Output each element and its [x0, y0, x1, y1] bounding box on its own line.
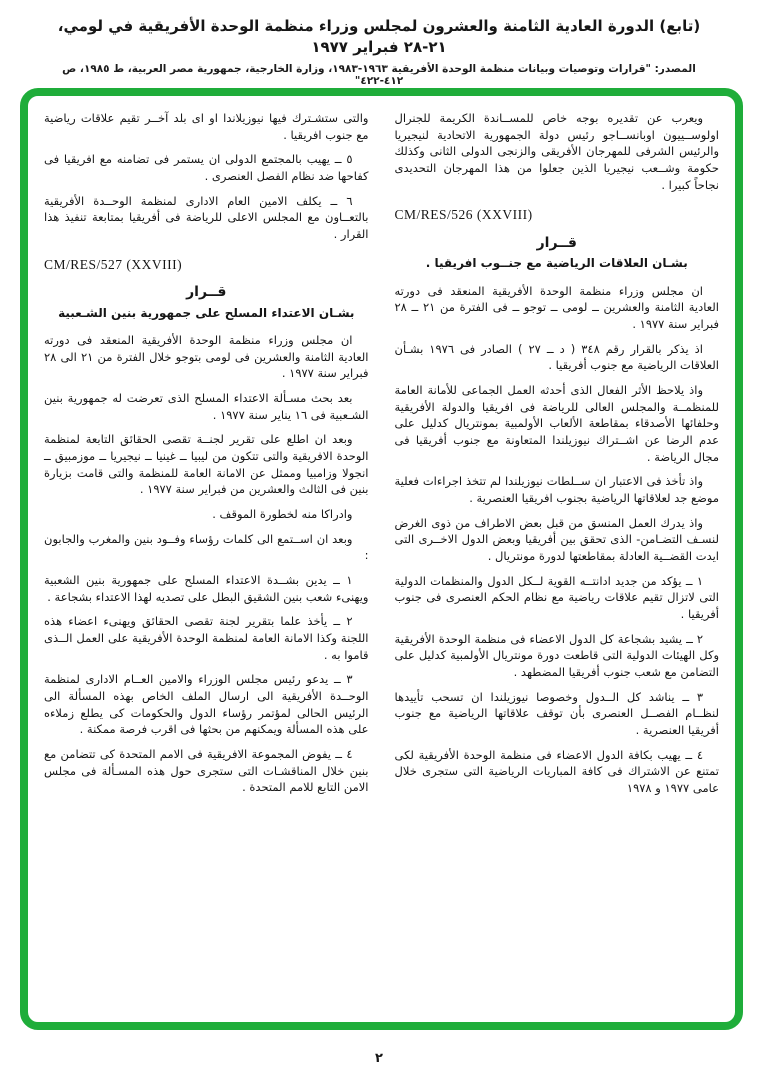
- res527-paragraph: وبعد ان اســتمع الى كلمات رؤساء وفــود بنين والمغرب والجابون :: [44, 531, 369, 563]
- right-column: [395, 110, 720, 1008]
- resolution-527-subject: بشـان الاعتداء المسلح على جمهورية بنين الشـعبية: [58, 305, 355, 320]
- left-column: [44, 110, 369, 1008]
- res526-clause-4: ٤ ــ يهيب بكافة الدول الاعضاء فى منظمة الوحدة الأفريقية لكى تمتنع عن الاشتراك فى كافة المباريات الرياضية التى ستجرى خلال عامى ١٩٧٧ و ١٩٧٨: [394, 747, 719, 796]
- session-title: (تابع) الدورة العادية الثامنة والعشرون لمجلس وزراء منظمة الوحدة الأفريقية في لومي، ٢١-٢٨ فبراير ١٩٧٧: [57, 17, 701, 56]
- res527-paragraph: وادراكا منه لخطورة الموقف .: [212, 507, 353, 521]
- res527-paragraph: وبعد ان اطلع على تقرير لجنــة تقصى الحقائق التابعة لمنظمة الوحدة الافريقية والتى تتكون من ليبيا ــ غينيا ــ نيجيريا ــ موزمبيق ــ انجولا وزامبيا وممثل عن الامانة العامة للمنظمة والتى قامت بزيارة بنين فى الثالث والعشرين من فبراير سنة ١٩٧٧ .: [44, 432, 369, 497]
- resolution-527-title: قــرار: [186, 284, 227, 301]
- res527-clause-2: ٢ ــ يأخذ علما بتقرير لجنة تقصى الحقائق ويهنىء اعضاء هذه اللجنة وكذا الامانة العامة لمنظمة الوحدة الأفريقية على العمل الــذى قاموا به .: [44, 614, 369, 662]
- res527-clause-3: ٣ ــ يدعو رئيس مجلس الوزراء والامين العــام الادارى لمنظمة الوحــدة الأفريقية الى ارسال الملف الخاص بهذه المسألة الى الرئيس الحالى لمؤتمر رؤساء الدول والحكومات كى يطلع زملاءه على هذه المسألة ويمكنهم من بحثها فى اقرب فرصة ممكنة .: [44, 672, 369, 737]
- res526-clause-5: ٥ ــ يهيب بالمجتمع الدولى ان يستمر فى تضامنه مع افريقيا فى كفاحها ضد نظام الفصل العنصرى .: [44, 152, 369, 184]
- resolution-527-id: CM/RES/527 (XXVIII): [44, 256, 183, 272]
- res526-paragraph: واذ يلاحظ الأثر الفعال الذى أحدثه العمل الجماعى للأمانة العامة للمنظمــة والمجلس العالى للرياضة فى افريقيا والدولة الأفريقية وحلفائها الأصدقاء بمقاطعة الألعاب الأولمبية بمونتريال كدليل على عدم الرضا عن اشــتراك نيوزيلندا المتعاونة مع جنوب أفريقيا فى مجال الرياضة .: [394, 382, 719, 464]
- res526-paragraph: ان مجلس وزراء منظمة الوحدة الأفريقية المنعقد فى دورته العادية الثامنة والعشرين ــ لومى ــ توجو ــ فى الفترة من ٢١ ــ ٢٨ فبراير سنة ١٩٧٧ .: [394, 283, 719, 331]
- continuation-paragraph: ويعرب عن تقديره بوجه خاص للمســاندة الكريمة للجنرال اولوســييون اوبانســاجو رئيس دولة الجمهورية الاتحادية لنيجيريا والرئيس الشرفى للمهرجان الأفريقى والزنجى الدولى الثانى وكذلك حكومة وشــعب نيجيريا الذين جعلوا من هذا المهرجان التحديدى نجاحاً كبيرا .: [394, 111, 719, 192]
- res526-paragraph: واذ يدرك العمل المنسق من قبل بعض الاطراف من ذوى الغرض لنسـف التضـامن- الذى تحقق بين أفريقيا وبعض الدول الاخــرى التى ايدت القضــية العادلة بمقاطعتها لدورة مونتريال .: [394, 515, 719, 564]
- res527-clause-1: ١ ــ يدين بشــدة الاعتداء المسلح على جمهورية بنين الشعبية ويهنىء شعب بنين الشقيق البطل على تصديه لهذا الاعتداء بشجاعة .: [44, 573, 369, 604]
- page-number: ٢: [375, 1051, 383, 1066]
- source-citation: المصدر: "قرارات وتوصيات وبيانات منظمة الوحدة الأفريقية ١٩٦٣-١٩٨٣، وزارة الخارجية، جمهورية مصر العربية، ط ١٩٨٥، ص ٤١٢-٤٢٢": [62, 63, 696, 87]
- res527-clause-4: ٤ ــ يفوض المجموعة الافريقية فى الامم المتحدة كى تتضامن مع بنين خلال المناقشـات التى ستجرى حول هذه المسـألة فى مجلس الامن التابع للامم المتحدة .: [44, 747, 369, 795]
- green-border-frame: [20, 88, 743, 1030]
- res526-clause-1: ١ ــ يؤكد من جديد ادانتــه القوية لــكل الدول والمنظمات الدولية التى لاتزال تقيم علاقات رياضية مع نظام الحكم العنصرى فى جنوب أفريقيا .: [394, 573, 719, 622]
- res527-paragraph: بعد بحث مسـألة الاعتداء المسلح الذى تعرضت له جمهورية بنين الشـعبية فى ١٦ يناير سنة ١٩٧٧ .: [44, 390, 369, 422]
- res526-paragraph: واذ تأخذ فى الاعتبار ان ســلطات نيوزيلندا لم تتخذ اجراءات فعلية موضع جد لعلاقاتها الرياضية بجنوب افريقيا العنصرية .: [394, 474, 719, 505]
- resolution-526-id: CM/RES/526 (XXVIII): [394, 207, 533, 223]
- resolution-526-subject: بشـان العلاقات الرياضية مع جنــوب افريقيا .: [425, 256, 688, 271]
- res526-clause-4-continued: والتى ستشـترك فيها نيوزيلاندا او اى بلد آخــر تقيم علاقات رياضية مع جنوب افريقيا .: [44, 111, 369, 142]
- res527-paragraph: ان مجلس وزراء منظمة الوحدة الأفريقية المنعقد فى دورته العادية الثامنة والعشرين فى لومى بتوجو خلال الفترة من ٢١ الى ٢٨ فبراير سنة ١٩٧٧ .: [44, 332, 369, 381]
- res526-clause-3: ٣ ــ يناشد كل الــدول وخصوصا نيوزيلندا ان تسحب تأييدها لنظــام الفصــل العنصرى بأن توقف علاقاتها الرياضية مع جنوب أفريقيا العنصرية .: [394, 689, 719, 738]
- res526-clause-2: ٢ ــ يشيد بشجاعة كل الدول الاعضاء فى منظمة الوحدة الأفريقية وكل الهيئات الدولية التى قاطعت دورة مونتريال الأولمبية كدليل على التضامن مع شعب جنوب أفريقيا المضطهد .: [394, 631, 719, 680]
- page-header: [40, 16, 718, 87]
- resolution-526-title: قــرار: [536, 234, 577, 251]
- res526-clause-6: ٦ ــ يكلف الامين العام الادارى لمنظمة الوحــدة الأفريقية بالتعــاون مع المجلس الاعلى للرياضة فى أفريقيا بمتابعة تنفيذ هذا القرار .: [44, 193, 369, 242]
- res526-paragraph: اذ يذكر بالقرار رقم ٣٤٨ ( د ــ ٢٧ ) الصادر فى ١٩٧٦ بشـأن العلاقات الرياضية مع جنوب أفريقيا .: [394, 341, 719, 373]
